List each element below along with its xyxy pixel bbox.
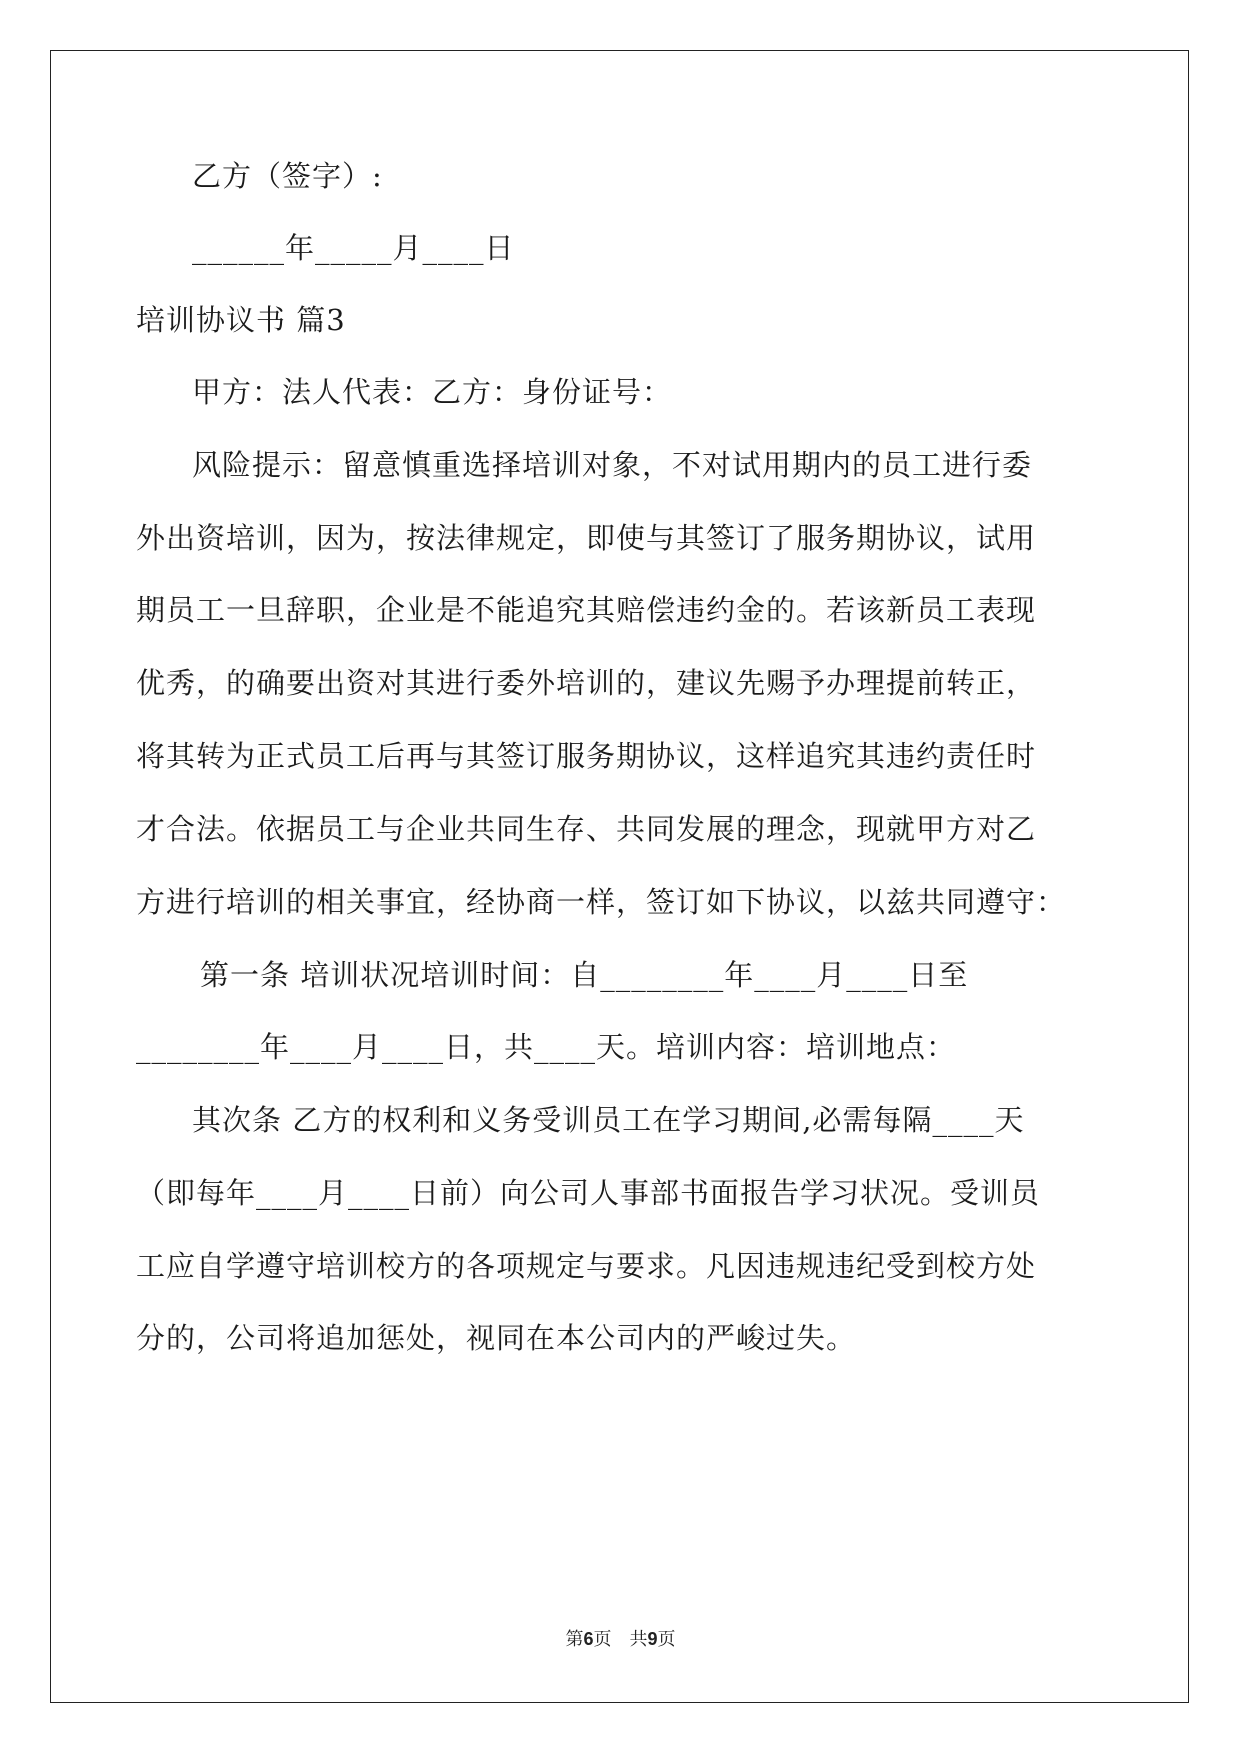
signature-date-line: ______年_____月____日: [192, 231, 515, 265]
article-1-line: 第一条 培训状况培训时间：自________年____月____日至: [200, 958, 969, 992]
article-2-line: （即每年____月____日前）向公司人事部书面报告学习状况。受训员: [136, 1176, 1041, 1210]
total-pages-number: 9: [647, 1629, 658, 1649]
article-1-line: ________年____月____日，共____天。培训内容：培训地点：: [136, 1030, 957, 1064]
page-prefix: 第: [565, 1629, 584, 1650]
article-2-line: 分的，公司将追加惩处，视同在本公司内的严峻过失。: [136, 1321, 857, 1355]
page-suffix: 页: [657, 1629, 676, 1650]
article-2-line: 工应自学遵守培训校方的各项规定与要求。凡因违规违纪受到校方处: [136, 1249, 1037, 1283]
risk-paragraph-line: 方进行培训的相关事宜，经协商一样，签订如下协议，以兹共同遵守：: [136, 885, 1067, 919]
section-heading: 培训协议书 篇3: [136, 303, 346, 337]
risk-paragraph-line: 将其转为正式员工后再与其签订服务期协议，这样追究其违约责任时: [136, 739, 1037, 773]
risk-paragraph-line: 风险提示：留意慎重选择培训对象，不对试用期内的员工进行委: [192, 448, 1033, 482]
risk-paragraph-line: 外出资培训，因为，按法律规定，即使与其签订了服务期协议，试用: [136, 521, 1037, 555]
risk-paragraph-line: 才合法。依据员工与企业共同生存、共同发展的理念，现就甲方对乙: [136, 812, 1037, 846]
risk-paragraph-line: 期员工一旦辞职，企业是不能追究其赔偿违约金的。若该新员工表现: [136, 593, 1037, 627]
parties-line: 甲方：法人代表：乙方：身份证号：: [192, 375, 673, 409]
page-number-footer: [0, 1625, 1241, 1651]
page-mid: 页 共: [593, 1629, 648, 1650]
party-b-signature-label: 乙方（签字）:: [192, 159, 383, 193]
current-page-number: 6: [583, 1629, 594, 1649]
page-border: [50, 50, 1189, 1703]
risk-paragraph-line: 优秀，的确要出资对其进行委外培训的，建议先赐予办理提前转正，: [136, 666, 1037, 700]
article-2-line: 其次条 乙方的权利和义务受训员工在学习期间,必需每隔____天: [192, 1103, 1025, 1137]
